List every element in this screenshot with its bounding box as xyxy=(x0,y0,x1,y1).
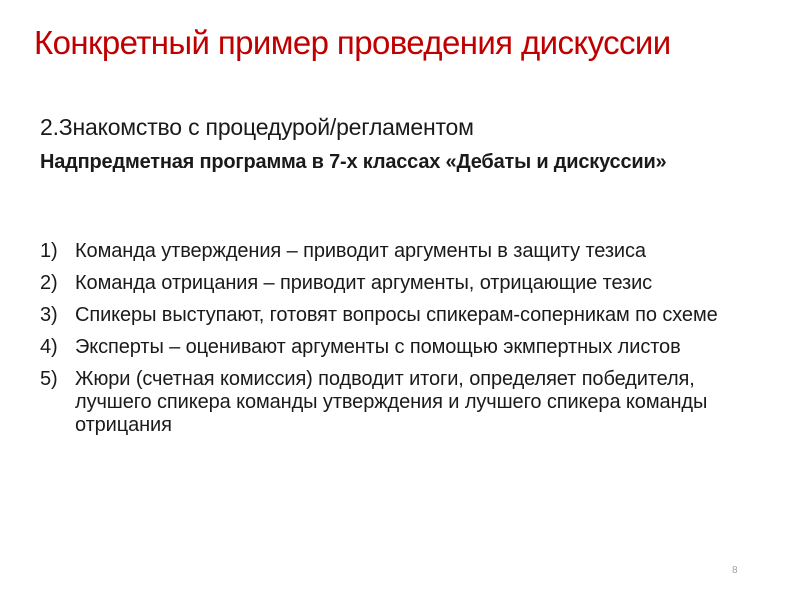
list-item-text: Спикеры выступают, готовят вопросы спикерам-соперникам по схеме xyxy=(75,304,718,326)
list-item xyxy=(40,240,780,263)
list-item xyxy=(40,272,780,295)
list-item-number: 3) xyxy=(40,304,58,326)
slide-title: Конкретный пример проведения дискуссии xyxy=(34,24,671,61)
list-item-number: 2) xyxy=(40,272,58,294)
procedure-list xyxy=(40,240,780,446)
list-item-number: 4) xyxy=(40,336,58,358)
list-item-text: Команда утверждения – приводит аргументы в защиту тезиса xyxy=(75,240,646,262)
list-item xyxy=(40,304,780,327)
list-item-text: Жюри (счетная комиссия) подводит итоги, определяет победителя, лучшего спикера команды утверждения и лучшего спикера команды отрицания xyxy=(75,368,708,436)
list-item-number: 1) xyxy=(40,240,58,262)
list-item-text: Эксперты – оценивают аргументы с помощью экмпертных листов xyxy=(75,336,681,358)
page-number: 8 xyxy=(732,565,738,576)
list-item-text: Команда отрицания – приводит аргументы, отрицающие тезис xyxy=(75,272,653,294)
section-subheading: 2.Знакомство с процедурой/регламентом xyxy=(40,114,474,140)
list-item xyxy=(40,368,780,437)
list-item xyxy=(40,336,780,359)
list-item-number: 5) xyxy=(40,368,58,390)
program-name: Надпредметная программа в 7-х классах «Дебаты и дискуссии» xyxy=(40,151,667,173)
